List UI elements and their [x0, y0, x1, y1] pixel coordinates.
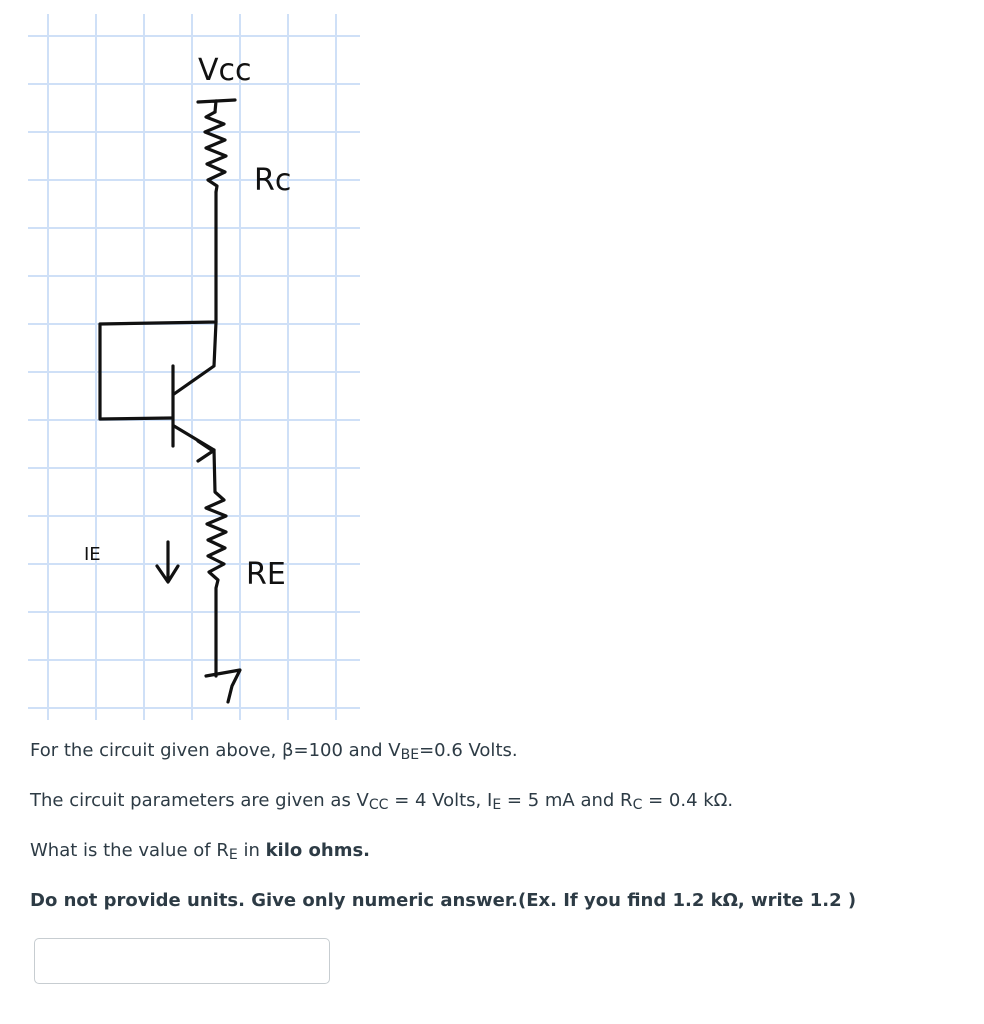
vcc-terminal [198, 100, 235, 112]
question-line-parameters-beta [30, 738, 950, 765]
ie-arrow [157, 542, 178, 582]
subscript-e: E [228, 846, 238, 863]
transistor-collector [174, 322, 216, 394]
subscript-e: E [492, 796, 502, 813]
question-line-prompt [30, 838, 950, 865]
text-segment: = 0.4 kΩ. [642, 790, 734, 811]
circuit-figure [28, 14, 360, 720]
text-segment: = 4 Volts, I [388, 790, 493, 811]
ground-symbol [206, 670, 240, 702]
circuit-diagram [28, 14, 360, 720]
label-re: RE [246, 557, 286, 592]
text-segment: in [237, 840, 266, 861]
text-segment: The circuit parameters are given as V [30, 790, 369, 811]
subscript-be: BE [400, 746, 420, 763]
label-rc: Rc [254, 163, 292, 198]
text-segment: = 5 mA and R [501, 790, 633, 811]
answer-input[interactable] [34, 938, 330, 984]
text-segment: For the circuit given above, β=100 and V [30, 740, 401, 761]
subscript-cc: CC [368, 796, 389, 813]
question-line-instructions: Do not provide units. Give only numeric answer.(Ex. If you find 1.2 kΩ, write 1.2 ) [30, 890, 857, 911]
grid-paper [28, 14, 360, 720]
question-line-parameters [30, 788, 950, 815]
label-vcc: Vcc [198, 53, 252, 88]
text-segment: What is the value of R [30, 840, 229, 861]
text-bold-units: kilo ohms. [265, 840, 371, 861]
text-segment: =0.6 Volts. [419, 740, 518, 761]
collector-wire [100, 192, 216, 419]
question-text [30, 738, 950, 937]
label-ie: IE [84, 544, 101, 565]
subscript-c: C [632, 796, 643, 813]
